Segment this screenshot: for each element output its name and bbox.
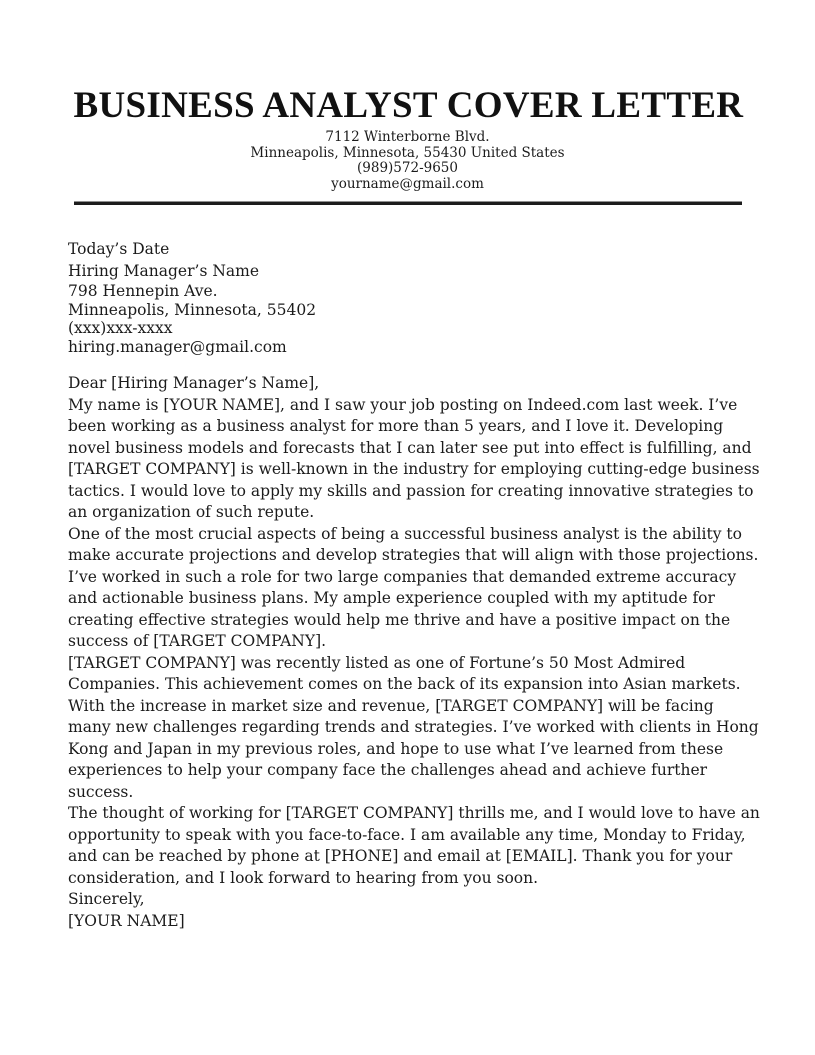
body-paragraph: [TARGET COMPANY] was recently listed as one of Fortune’s 50 Most Admired Companies. This achievement comes on the back of its expansion into Asian markets. With the increase in market size and revenue, [TARGET COMPANY] will be facing many new challenges regarding trends and strategies. I’ve worked with clients in Hong Kong and Japan in my previous roles, and hope to use what I’ve learned from these experiences to help your company face the challenges ahead and achieve further success. [68,653,759,801]
recipient-email: hiring.manager@gmail.com [68,337,287,356]
body-paragraph: One of the most crucial aspects of being a successful business analyst is the ability to make accurate projections and develop strategies that will align with those projections. I’ve worked in such a role for two large companies that demanded extreme accuracy and actionable business plans. My ample experience coupled with my aptitude for creating effective strategies would help me thrive and have a positive impact on the success of [TARGET COMPANY]. [68,524,759,650]
letterhead-email: yourname@gmail.com [331,175,484,192]
recipient-name: Hiring Manager’s Name [68,261,259,280]
signoff: Sincerely, [68,890,145,908]
recipient-phone: (xxx)xxx-xxxx [68,319,173,337]
letter-body [68,239,760,932]
letterhead-address [74,130,742,192]
header-divider [74,201,742,205]
page-title: BUSINESS ANALYST COVER LETTER [73,85,744,126]
body-paragraph: My name is [YOUR NAME], and I saw your job posting on Indeed.com last week. I’ve been working as a business analyst for more than 5 years, and I love it. Developing novel business models and forecasts that I can later see put into effect is fulfilling, and [TARGET COMPANY] is well-known in the industry for employing cutting-edge business tactics. I would love to apply my skills and passion for creating innovative strategies to an organization of such repute. [68,395,760,521]
body-paragraph: The thought of working for [TARGET COMPANY] thrills me, and I would love to have an opportunity to speak with you face-to-face. I am available any time, Monday to Friday, and can be reached by phone at [PHONE] and email at [EMAIL]. Thank you for your consideration, and I look forward to hearing from you soon. [68,804,760,887]
letterhead [74,0,742,205]
recipient-address [68,282,760,356]
letterhead-address-line: Minneapolis, Minnesota, 55430 United States [250,144,565,161]
recipient-address-line: Minneapolis, Minnesota, 55402 [68,300,317,319]
recipient-address-line: 798 Hennepin Ave. [68,282,218,300]
letterhead-phone: (989)572-9650 [357,160,458,176]
salutation: Dear [Hiring Manager’s Name], [68,374,320,392]
letterhead-address-line: 7112 Winterborne Blvd. [325,129,490,145]
signature: [YOUR NAME] [68,911,185,930]
date-line: Today’s Date [68,240,170,258]
